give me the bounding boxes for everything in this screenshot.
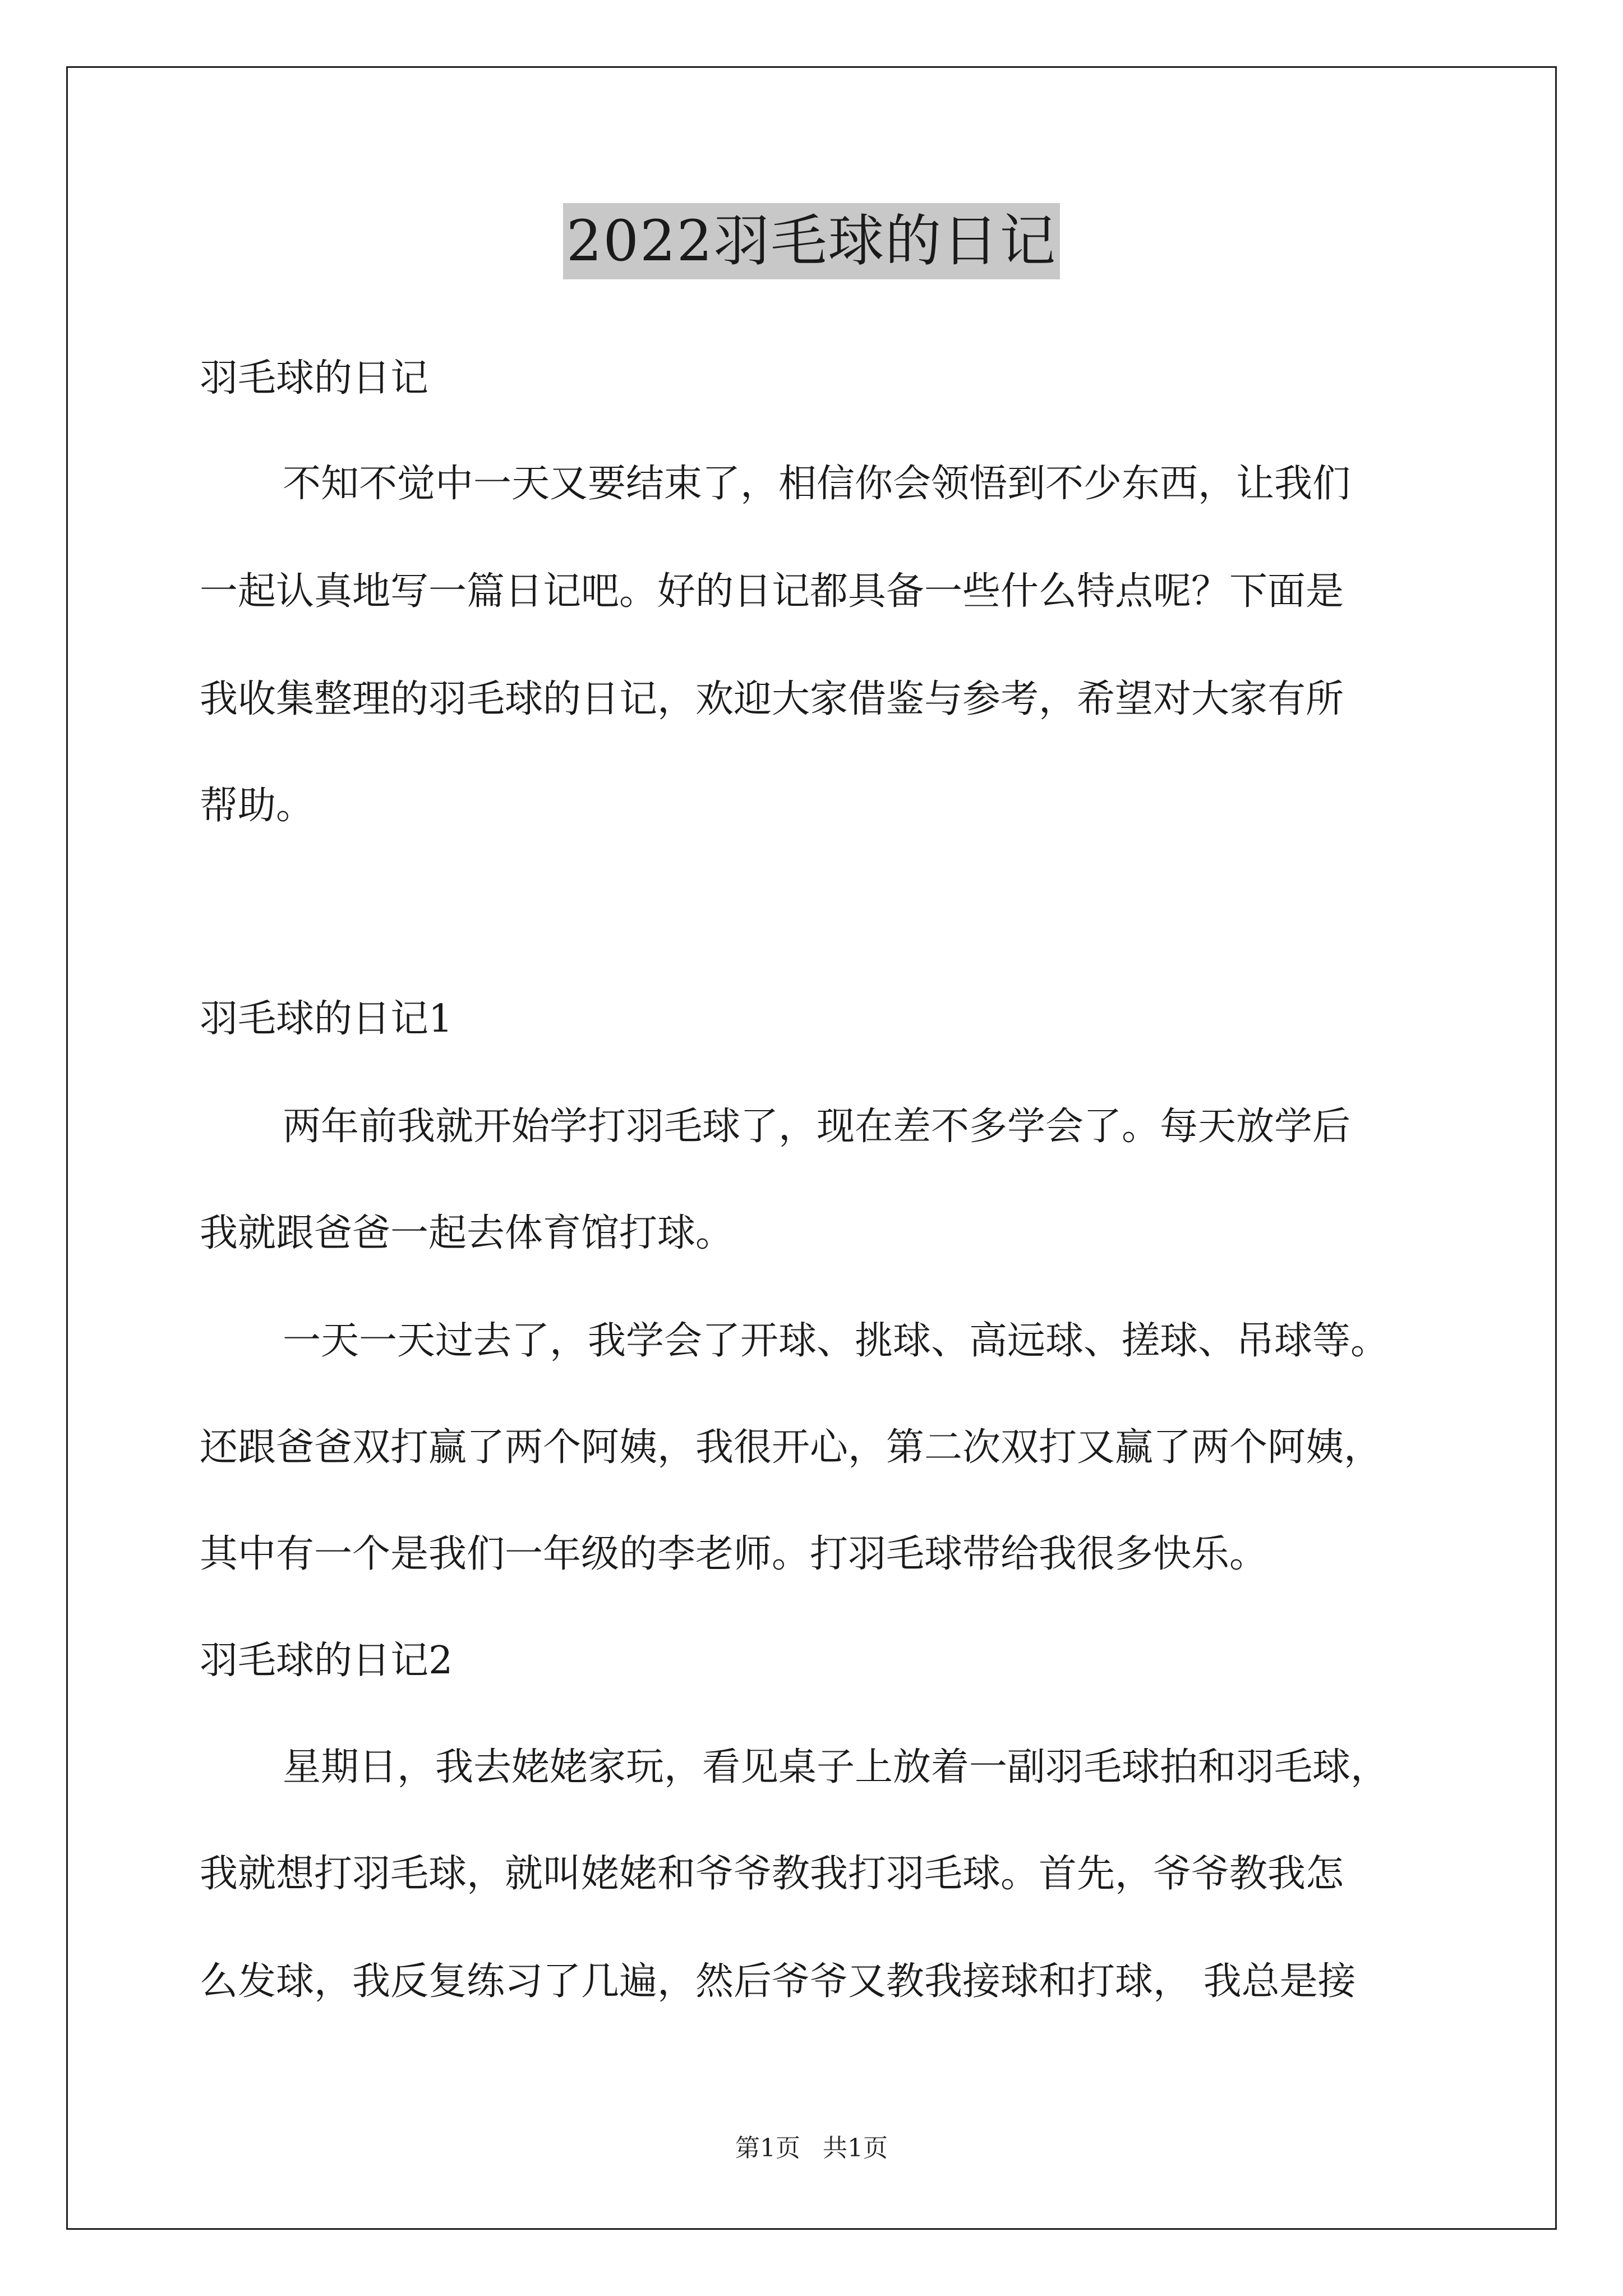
title-container <box>0 203 1623 279</box>
document-title: 2022羽毛球的日记 <box>563 203 1061 279</box>
paragraph-line: 帮助。 <box>200 784 315 828</box>
paragraph-line: 我就跟爸爸一起去体育馆打球。 <box>200 1211 734 1255</box>
paragraph-line: 两年前我就开始学打羽毛球了，现在差不多学会了。每天放学后 <box>283 1105 1351 1149</box>
paragraph-line: 一天一天过去了，我学会了开球、挑球、高远球、搓球、吊球等。 <box>283 1319 1389 1363</box>
paragraph-line: 我就想打羽毛球，就叫姥姥和爷爷教我打羽毛球。首先，爷爷教我怎 <box>200 1852 1344 1896</box>
paragraph-line: 还跟爸爸双打赢了两个阿姨，我很开心，第二次双打又赢了两个阿姨， <box>200 1425 1382 1470</box>
paragraph-line: 其中有一个是我们一年级的李老师。打羽毛球带给我很多快乐。 <box>200 1532 1268 1576</box>
page-total: 共1页 <box>823 2134 888 2162</box>
section-heading-1: 羽毛球的日记1 <box>200 997 453 1041</box>
section-heading-2: 羽毛球的日记2 <box>200 1639 453 1683</box>
page-footer <box>0 2132 1623 2165</box>
paragraph-line: 么发球，我反复练习了几遍，然后爷爷又教我接球和打球， 我总是接 <box>200 1959 1356 2004</box>
paragraph-line: 一起认真地写一篇日记吧。好的日记都具备一些什么特点呢？下面是 <box>200 569 1344 614</box>
section-heading-intro: 羽毛球的日记 <box>200 356 429 401</box>
page-number: 第1页 <box>735 2134 800 2162</box>
paragraph-line: 不知不觉中一天又要结束了，相信你会领悟到不少东西，让我们 <box>283 462 1351 506</box>
paragraph-line: 我收集整理的羽毛球的日记，欢迎大家借鉴与参考，希望对大家有所 <box>200 677 1344 721</box>
paragraph-line: 星期日，我去姥姥家玩，看见桌子上放着一副羽毛球拍和羽毛球， <box>283 1745 1389 1789</box>
